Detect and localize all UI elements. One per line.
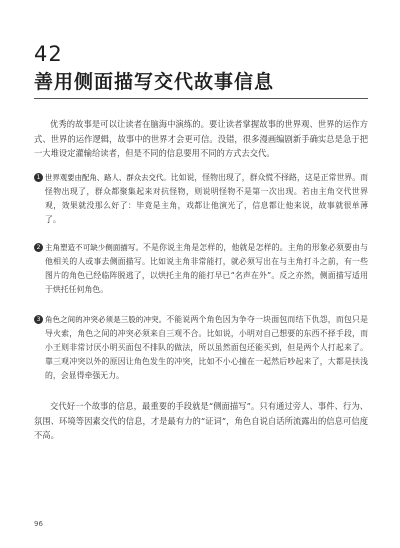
intro-paragraph: 优秀的故事是可以让读者在脑海中演练的。要让读者掌握故事的世界观、世界的运作方式、世界的运作逻辑，故事中的世界才会更可信。没错，很多漫画编剧新手确实总是急于把一大堆设定灌输给读者，但是不同的信息要用不同的方式去交代。	[34, 119, 368, 159]
list-item-1	[34, 171, 368, 227]
list-item-2	[34, 241, 368, 297]
list-item-lead: 主角塑造不可缺少侧面描写。	[45, 243, 144, 252]
chapter-number: 42	[34, 42, 63, 66]
numbered-circle-icon: 1	[34, 173, 43, 182]
list-item-lead: 世界观要由配角、路人、群众去交代。	[45, 173, 171, 182]
numbered-circle-icon: 2	[34, 243, 43, 252]
list-item-body: 比如说，怪物出现了，群众慌不择路，这是正常世界。而怪物出现了，群众都聚集起来对抗怪物，则说明怪物不是第一次出现。若由主角交代世界观，效果就没那么好了：毕竟是主角，戏都让他演光了，信息都让他来说，故事就很单薄了。	[45, 173, 368, 224]
list-item-text	[34, 171, 368, 227]
chapter-title: 善用侧面描写交代故事信息	[34, 71, 275, 93]
list-item-text	[34, 241, 368, 297]
list-item-3	[34, 313, 368, 383]
closing-paragraph: 交代好一个故事的信息，最重要的手段就是“侧面描写”。只有通过旁人、事件、行为、氛围、环境等因素交代的信息，才是最有力的“证词”，角色自说自话所流露出的信息可信度不高。	[34, 401, 368, 441]
list-item-lead: 角色之间的冲突必须是三股的冲突。	[45, 315, 167, 324]
numbered-circle-icon: 3	[34, 315, 43, 324]
title-divider	[34, 98, 368, 99]
page-number: 96	[34, 520, 43, 528]
list-item-body: 不是你说主角是怎样的，他就是怎样的。主角的形象必须要由与他相关的人或事去侧面描写。比如说主角非常能打，就必须写出在与主角打斗之前，有一些图片的角色已经临阵脱逃了，以烘托主角的能打早已“名声在外”。反之亦然，侧面描写适用于烘托任何角色。	[45, 243, 368, 294]
list-item-body: 不能说两个角色因为争夺一块面包而结下仇怨，而包只是导火索，角色之间的冲突必须来自三观不合。比如说，小明对自己想要的东西不择手段，而小王则非常讨厌小明买面包不排队的做法，所以虽然面包还能买到，但是两个人打起来了。靠三观冲突以外的原因让角色发生的冲突，比如不小心撞在一起然后吵起来了，大都是扶浅的，会显得牵强无力。	[45, 315, 368, 380]
list-item-text	[34, 313, 368, 383]
